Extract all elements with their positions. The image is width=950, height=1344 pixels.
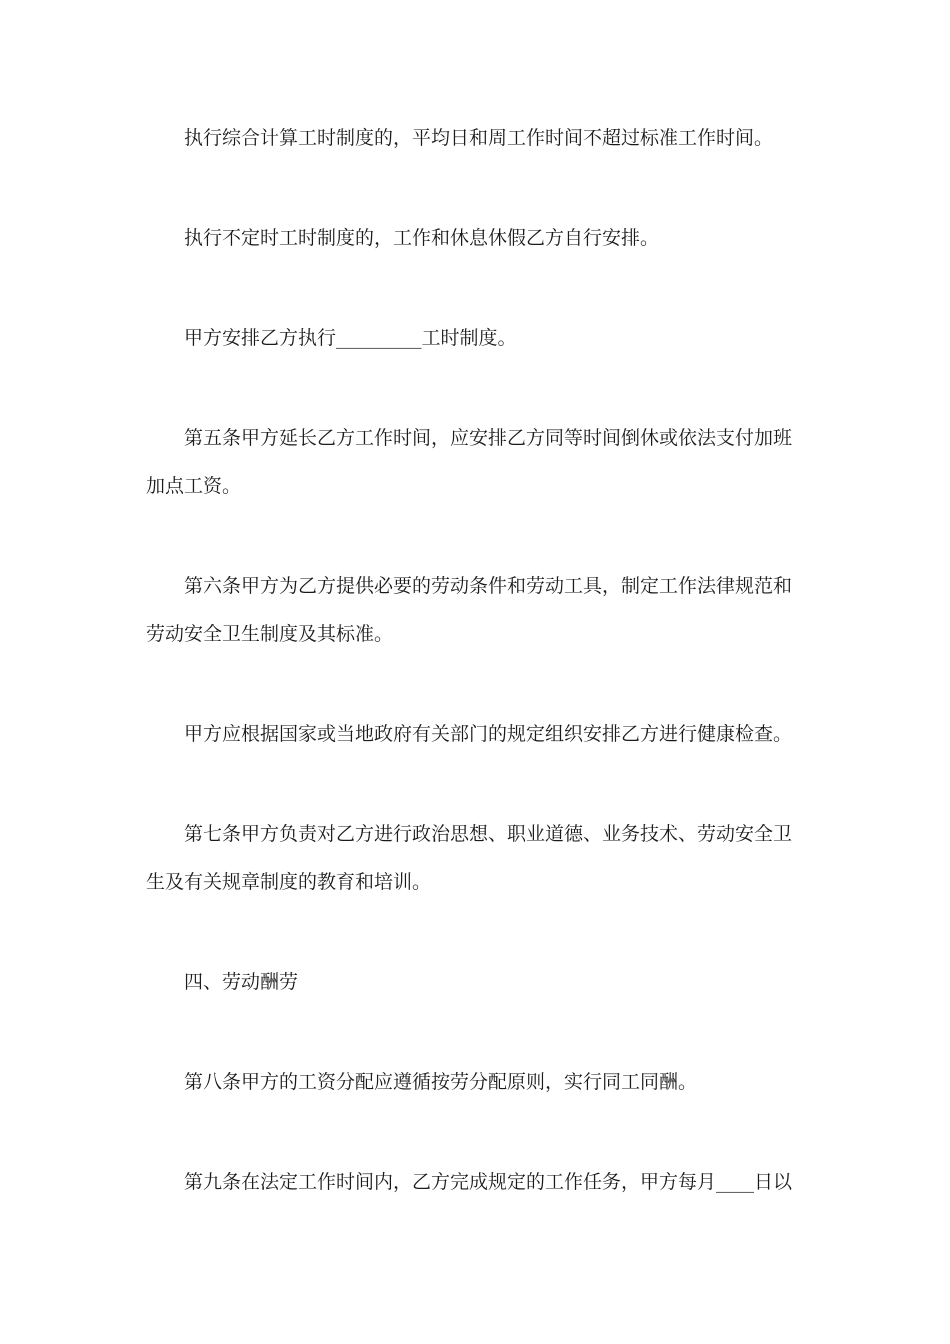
- paragraph-health-check: 甲方应根据国家或当地政府有关部门的规定组织安排乙方进行健康检查。: [184, 723, 793, 745]
- section-heading-labor-remuneration: 四、劳动酬劳: [184, 971, 299, 993]
- paragraph-assigned-hours-system: 甲方安排乙方执行_________工时制度。: [184, 327, 517, 349]
- paragraph-article-5: 第五条甲方延长乙方工作时间，应安排乙方同等时间倒休或依法支付加班加点工资。: [146, 427, 793, 497]
- paragraph-article-6: 第六条甲方为乙方提供必要的劳动条件和劳动工具，制定工作法律规范和劳动安全卫生制度及其标准。: [146, 575, 793, 645]
- paragraph-comprehensive-hours: 执行综合计算工时制度的，平均日和周工作时间不超过标准工作时间。: [184, 127, 774, 149]
- paragraph-flexible-hours: 执行不定时工时制度的，工作和休息休假乙方自行安排。: [184, 227, 660, 249]
- paragraph-article-7: 第七条甲方负责对乙方进行政治思想、职业道德、业务技术、劳动安全卫生及有关规章制度的教育和培训。: [146, 823, 793, 893]
- paragraph-article-8: 第八条甲方的工资分配应遵循按劳分配原则，实行同工同酬。: [184, 1071, 698, 1093]
- paragraph-article-9: 第九条在法定工作时间内，乙方完成规定的工作任务，甲方每月____日以: [184, 1171, 793, 1193]
